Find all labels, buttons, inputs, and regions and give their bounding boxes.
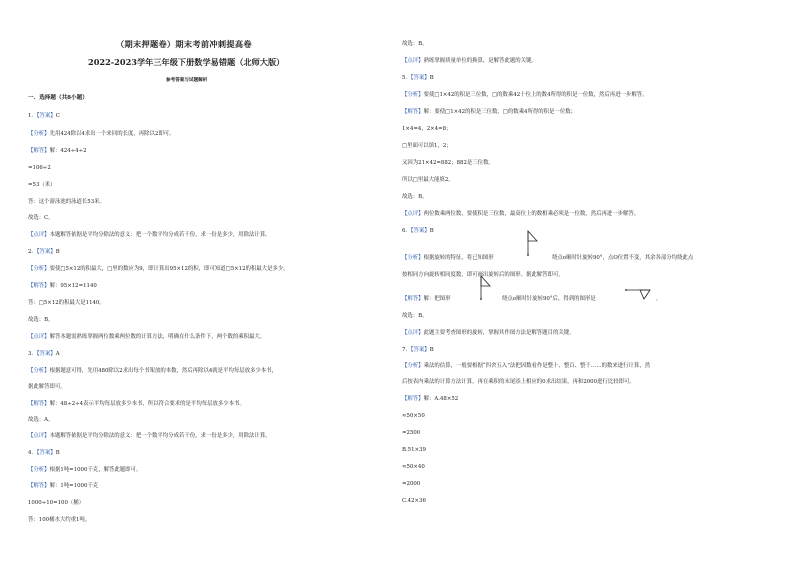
- flag-figure-original: [522, 229, 550, 259]
- line: 【解答】解：48÷2÷4表示平均每层放多少本书，所以符合要求的是平均每层放多少本书。: [28, 401, 245, 407]
- line: 按相同方向旋转相同度数，即可画出旋转后的图形。据此解答即可。: [402, 272, 564, 278]
- line: =53（米）: [28, 182, 56, 188]
- line: 绕点o顺时针旋转90°，点O位置不变，其余各部分均绕此点: [552, 255, 694, 261]
- line: 【解答】解：要使□1×42的积是三位数，□的数乘4所得的积是一位数；: [402, 109, 576, 115]
- line: 【点评】熟练掌握质量单位的换算，是解答此题的关键。: [402, 58, 537, 64]
- document-title: （期末押题卷）期末考前冲刺提高卷: [116, 39, 252, 49]
- line: 【点评】解答本题需熟练掌握两位数乘两位数的计算方法，明确在什么条件下，两个数的乘积最大。: [28, 334, 266, 340]
- line: =2000: [402, 481, 421, 487]
- line: C.42×36: [402, 498, 426, 504]
- line: 【解答】解：1吨=1000千克: [28, 483, 99, 489]
- line: 6．【答案】B: [402, 228, 434, 234]
- line: 【分析】根据旋转的特征，将已知图形: [402, 255, 494, 261]
- line: 【解答】解：A.48×52: [402, 396, 459, 402]
- line: 据此解答即可。: [28, 384, 66, 390]
- line: 【解答】解：把图形: [402, 296, 451, 302]
- line: 【点评】本题解答依据是平均分除法的意义：把一个数平均分成若干份，求一份是多少，用除法计算。: [28, 433, 271, 439]
- line: 。: [656, 296, 662, 302]
- line: 【点评】两位数乘两位数，要使积是三位数，最高位上的数相乘必须是一位数，然后再进一步解答。: [402, 211, 640, 217]
- line: 【分析】乘法的估算，一般要根据“四舍五入”法把因数看作是整十、整百、整千……的数来进行计算，然: [402, 363, 651, 369]
- section-heading: 一．选择题（共8小题）: [28, 95, 88, 101]
- line: 【点评】本题解答依据是平均分除法的意义：把一个数平均分成若干份，求一份是多少，用除法计算。: [28, 232, 271, 238]
- line: 又因为21×42=882；882是三位数。: [402, 160, 494, 166]
- line: □里面可以填1，2；: [402, 143, 452, 149]
- line: 答：□5×12的积最大是1140。: [28, 300, 105, 306]
- line: 7．【答案】B: [402, 347, 434, 353]
- line: 【分析】要使□5×12的积最大，□里的数应为9，即计算出95×12的积，即可知道□5×12的积最大是多少。: [28, 266, 289, 272]
- document-subtitle: 2022-2023学年三年级下册数学易错题（北师大版）: [88, 57, 285, 67]
- flag-figure-original-2: [475, 274, 501, 304]
- line: 【解答】解：424÷4÷2: [28, 148, 87, 154]
- line: 答：100桶水大约重1吨。: [28, 517, 91, 523]
- line: 所以□里最大能填2。: [402, 177, 454, 183]
- line: 故选：B。: [402, 41, 428, 47]
- line: 后按表内乘法的计算方法计算，再在乘积的末尾添上相应的0求出结果，再和2000进行比较即可。: [402, 379, 635, 385]
- line: 【分析】要使□1×42的积是三位数，□的数乘42十位上的数4所得的积是一位数，然后再进一步解答。: [402, 92, 648, 98]
- line: 故选：B。: [28, 317, 54, 323]
- line: 故选：A。: [28, 417, 54, 423]
- line: 【分析】根据题意可得，先用480除以2求出每个书架放的本数，然后再除以4就是平均每层放多少本书，: [28, 368, 277, 374]
- line: B.51×39: [402, 447, 426, 453]
- line: 故选：C。: [28, 215, 54, 221]
- line: 【点评】此题主要考查图形的旋转，掌握其作图方法是解答题目的关键。: [402, 330, 575, 336]
- line: ≈50×40: [402, 464, 425, 470]
- flag-figure-rotated: [624, 286, 656, 304]
- line: 【解答】解：95×12=1140: [28, 283, 97, 289]
- line: 绕点o顺时针旋转90°后，得到的图形是: [502, 296, 596, 302]
- line: 1000÷10=100（桶）: [28, 500, 85, 506]
- line: =2500: [402, 430, 421, 436]
- line: 1．【答案】C: [28, 113, 60, 119]
- line: 答：这个游泳池的泳道长53米。: [28, 199, 105, 205]
- line: 5．【答案】B: [402, 75, 434, 81]
- line: 故选：B。: [402, 313, 428, 319]
- line: 故选：B。: [402, 194, 428, 200]
- line: 【分析】根据1吨=1000千克，解答此题即可。: [28, 467, 142, 473]
- answer-header: 参考答案与试题解析: [166, 78, 208, 83]
- line: 3．【答案】A: [28, 351, 60, 357]
- line: 【分析】先用424除以4求出一个来回的长度，再除以2即可。: [28, 131, 175, 137]
- line: 4．【答案】B: [28, 450, 60, 456]
- line: =106÷2: [28, 165, 51, 171]
- line: 2．【答案】B: [28, 249, 60, 255]
- line: 1×4=4，2×4=8；: [402, 126, 452, 132]
- line: ≈50×50: [402, 413, 425, 419]
